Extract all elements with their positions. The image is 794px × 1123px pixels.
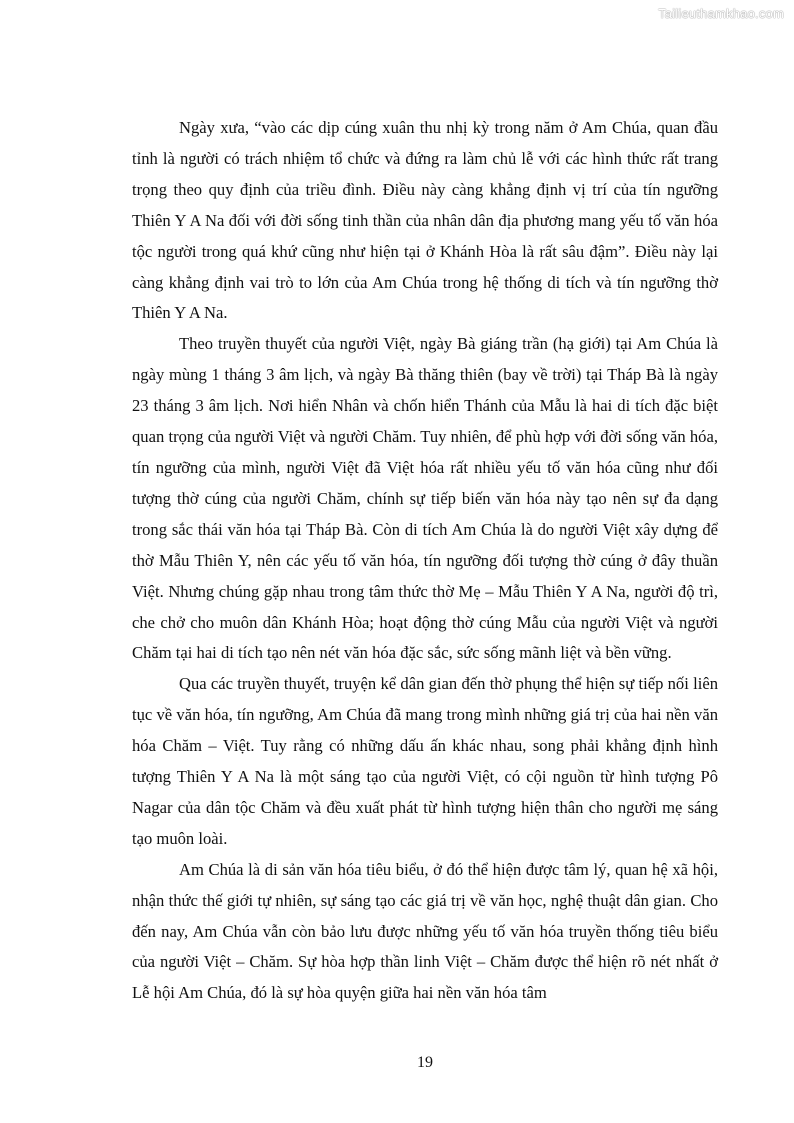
paragraph-1: Ngày xưa, “vào các dịp cúng xuân thu nhị kỳ trong năm ở Am Chúa, quan đầu tỉnh là người có trách nhiệm tổ chức và đứng ra làm chủ lễ với các hình thức rất trang trọng theo quy định của triều đình. Điều này càng khẳng định vị trí của tín ngưỡng Thiên Y A Na đối với đời sống tinh thần của nhân dân địa phương mang yếu tố văn hóa tộc người trong quá khứ cũng như hiện tại ở Khánh Hòa là rất sâu đậm”. Điều này lại càng khẳng định vai trò to lớn của Am Chúa trong hệ thống di tích và tín ngưỡng thờ Thiên Y A Na.	[132, 118, 718, 323]
paragraph-2: Theo truyền thuyết của người Việt, ngày Bà giáng trần (hạ giới) tại Am Chúa là ngày mùng 1 tháng 3 âm lịch, và ngày Bà thăng thiên (bay về trời) tại Tháp Bà là ngày 23 tháng 3 âm lịch. Nơi hiển Nhân và chốn hiển Thánh của Mẫu là hai di tích đặc biệt quan trọng của người Việt và người Chăm. Tuy nhiên, để phù hợp với đời sống văn hóa, tín ngưỡng của mình, người Việt đã Việt hóa rất nhiều yếu tố văn hóa cũng như đối tượng thờ cúng của người Chăm, chính sự tiếp biến văn hóa này tạo nên sự đa dạng trong sắc thái văn hóa tại Tháp Bà. Còn di tích Am Chúa là do người Việt xây dựng để thờ Mẫu Thiên Y, nên các yếu tố văn hóa, tín ngưỡng đối tượng thờ cúng ở đây thuần Việt. Nhưng chúng gặp nhau trong tâm thức thờ Mẹ – Mẫu Thiên Y A Na, người độ trì, che chở cho muôn dân Khánh Hòa; hoạt động thờ cúng Mẫu của người Việt và người Chăm tại hai di tích tạo nên nét văn hóa đặc sắc, sức sống mãnh liệt và bền vững.	[132, 334, 718, 663]
page-number: 19	[417, 1054, 433, 1071]
paragraph-4: Am Chúa là di sản văn hóa tiêu biểu, ở đó thể hiện được tâm lý, quan hệ xã hội, nhận thức thế giới tự nhiên, sự sáng tạo các giá trị về văn học, nghệ thuật dân gian. Cho đến nay, Am Chúa vẫn còn bảo lưu được những yếu tố văn hóa truyền thống tiêu biểu của người Việt – Chăm. Sự hòa hợp thần linh Việt – Chăm được thể hiện rõ nét nhất ở Lễ hội Am Chúa, đó là sự hòa quyện giữa hai nền văn hóa tâm	[132, 859, 718, 1003]
watermark: Tailieuthamkhao.com	[658, 6, 784, 21]
document-body	[132, 113, 718, 1009]
paragraph-3: Qua các truyền thuyết, truyện kể dân gian đến thờ phụng thể hiện sự tiếp nối liên tục về văn hóa, tín ngưỡng, Am Chúa đã mang trong mình những giá trị của hai nền văn hóa Chăm – Việt. Tuy rằng có những dấu ấn khác nhau, song phải khẳng định hình tượng Thiên Y A Na là một sáng tạo của người Việt, có cội nguồn từ hình tượng Pô Nagar của dân tộc Chăm và đều xuất phát từ hình tượng hiện thân cho người mẹ sáng tạo muôn loài.	[132, 674, 718, 848]
